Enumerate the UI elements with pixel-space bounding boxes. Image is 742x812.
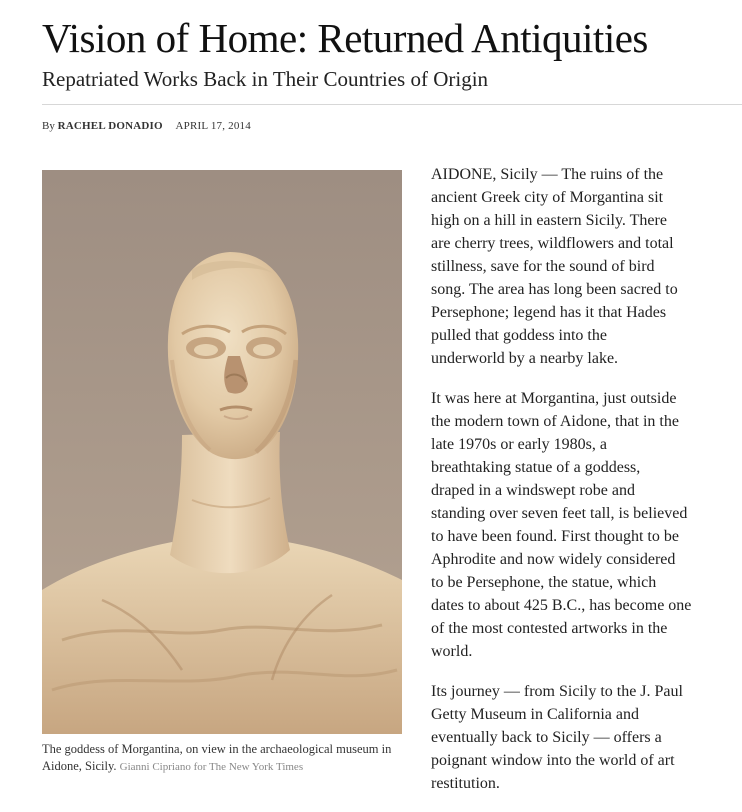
text-line: poignant window into the world of art [431, 752, 675, 769]
text-line: of the most contested artworks in the [431, 620, 668, 637]
text-line: Aphrodite and now widely considered [431, 551, 676, 568]
text-line: song. The area has long been sacred to [431, 281, 678, 298]
text-line: restitution. [431, 775, 500, 792]
text-line: eventually back to Sicily — offers a [431, 729, 662, 746]
text-line: the modern town of Aidone, that in the [431, 413, 679, 430]
text-line: to have been found. First thought to be [431, 528, 679, 545]
paragraph-3 [431, 680, 731, 795]
text-line: are cherry trees, wildflowers and total [431, 235, 674, 252]
text-line: breathtaking statue of a goddess, [431, 459, 641, 476]
subheadline: Repatriated Works Back in Their Countries of Origin [42, 67, 489, 91]
text-line: Its journey — from Sicily to the J. Paul [431, 683, 683, 700]
photo-credit: Gianni Cipriano for The New York Times [119, 761, 304, 773]
text-line: standing over seven feet tall, is believed [431, 505, 688, 522]
text-line: Getty Museum in California and [431, 706, 639, 723]
text-line: stillness, save for the sound of bird [431, 258, 655, 275]
text-line: underworld by a nearby lake. [431, 350, 619, 367]
caption-text: The goddess of Morgantina, on view in the archaeological museum in Aidone, Sicily. [42, 742, 392, 773]
paragraph-2 [431, 387, 731, 663]
headline: Vision of Home: Returned Antiquities [42, 15, 648, 61]
text-line: draped in a windswept robe and [431, 482, 635, 499]
byline-author[interactable]: RACHEL DONADIO [57, 120, 163, 132]
text-line: Persephone; legend has it that Hades [431, 304, 667, 321]
byline [42, 119, 251, 133]
text-line: ancient Greek city of Morgantina sit [431, 189, 664, 206]
text-line: dates to about 425 B.C., has become one [431, 597, 692, 614]
text-line: It was here at Morgantina, just outside [431, 390, 677, 407]
header-divider [42, 104, 742, 105]
byline-prefix: By [42, 120, 55, 132]
article-body [431, 163, 731, 812]
photo-caption [42, 741, 404, 776]
paragraph-1 [431, 163, 731, 370]
text-line: pulled that goddess into the [431, 327, 607, 344]
text-line: AIDONE, Sicily — The ruins of the [431, 166, 664, 183]
statue-photo [42, 170, 402, 734]
text-line: late 1970s or early 1980s, a [431, 436, 607, 453]
text-line: high on a hill in eastern Sicily. There [431, 212, 667, 229]
byline-date: APRIL 17, 2014 [175, 120, 251, 132]
statue-photo-icon [42, 170, 402, 734]
text-line: world. [431, 643, 473, 660]
text-line: to be Persephone, the statue, which [431, 574, 657, 591]
